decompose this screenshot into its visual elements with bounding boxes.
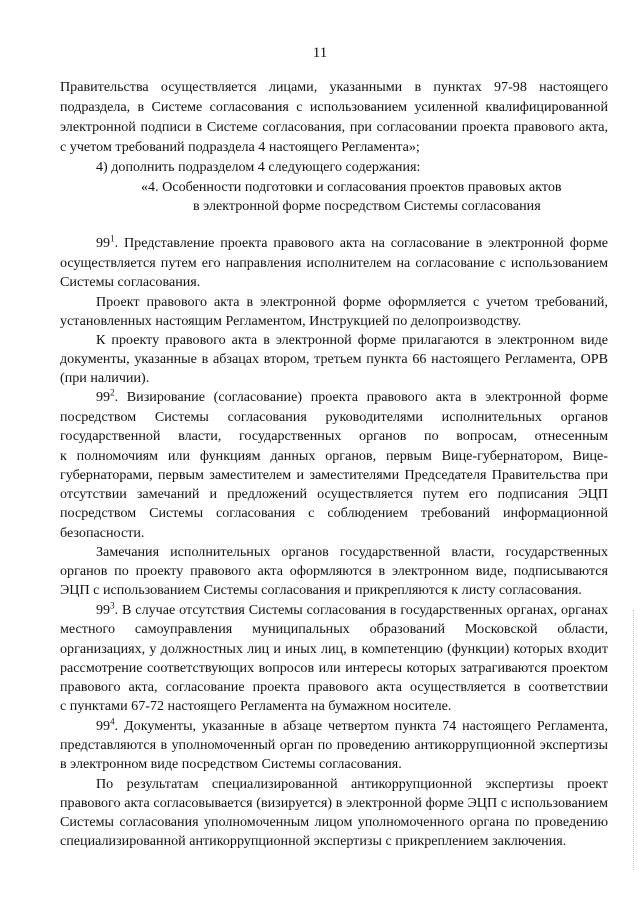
paragraph-start-line	[96, 717, 608, 736]
text-line: государственной власти, государственных органов по вопросам, отнесенным	[60, 428, 608, 444]
text-line: представляются в уполномоченный орган по проведению антикоррупционной экспертизы	[60, 737, 608, 753]
text-line: к полномочиям или функциям данных органов, первым Вице-губернатором, Вице-	[60, 448, 608, 464]
clause-number: 99	[96, 389, 111, 405]
text-line: 4) дополнить подразделом 4 следующего содержания:	[96, 159, 421, 175]
text-line: К проекту правового акта в электронной форме прилагаются в электронном виде	[96, 332, 608, 348]
text-line: губернаторами, первым заместителем и заместителями Председателя Правительства при	[60, 467, 608, 483]
text-fragment: . Визирование (согласование) проекта правового акта в электронной форме	[114, 389, 608, 405]
text-line: в электронном виде посредством Системы согласования.	[60, 756, 402, 772]
text-line: осуществляется путем его направления исполнителем на согласование с использованием	[60, 255, 608, 271]
section-heading: «4. Особенности подготовки и согласования проектов правовых актов	[141, 179, 562, 195]
clause-number: 99	[96, 235, 111, 251]
text-line: местного самоуправления муниципальных образований Московской области,	[60, 621, 608, 637]
section-heading: в электронной форме посредством Системы согласования	[193, 198, 541, 214]
text-line: Системы согласования уполномоченным лицом уполномоченного органа по проведению	[60, 814, 608, 830]
text-line: органов по проекту правового акта оформляются в электронном виде, подписываются	[60, 563, 608, 579]
text-line: с пунктами 67-72 настоящего Регламента на бумажном носителе.	[60, 698, 452, 714]
text-line: Замечания исполнительных органов государственной власти, государственных	[96, 544, 608, 560]
paragraph-start-line	[96, 601, 608, 620]
text-fragment: . Представление проекта правового акта на согласование в электронной форме	[114, 235, 608, 251]
text-fragment: . Документы, указанные в абзаце четвертом пункта 74 настоящего Регламента,	[114, 718, 608, 734]
text-line: Системы согласования.	[60, 274, 201, 290]
clause-superscript: 3	[110, 600, 115, 611]
clause-number: 99	[96, 602, 111, 618]
text-line: (при наличии).	[60, 370, 150, 386]
text-line: документы, указанные в абзацах втором, третьем пункта 66 настоящего Регламента, ОРВ	[60, 351, 608, 367]
text-line: По результатам специализированной антикоррупционной экспертизы проект	[96, 776, 608, 792]
paragraph-start-line	[96, 388, 608, 407]
text-line: посредством Системы согласования руководителями исполнительных органов	[60, 409, 608, 425]
text-fragment: . В случае отсутствия Системы согласования в государственных органах, органах	[114, 602, 608, 618]
clause-number: 99	[96, 718, 111, 734]
text-line: организациях, у должностных лиц и иных лиц, в компетенцию (функции) которых входит	[60, 641, 608, 657]
text-line: Правительства осуществляется лицами, указанными в пунктах 97-98 настоящего	[60, 79, 608, 95]
text-line: безопасности.	[60, 525, 145, 541]
text-line: Проект правового акта в электронной форме оформляется с учетом требований,	[96, 294, 608, 310]
paragraph-start-line	[96, 234, 608, 253]
text-line: посредством Системы согласования с соблюдением требований информационной	[60, 505, 608, 521]
text-line: правового акта согласовывается (визируется) в электронной форме ЭЦП с использованием	[60, 795, 608, 811]
text-line: подраздела, в Системе согласования с использованием усиленной квалифицированной	[60, 99, 608, 115]
text-line: рассмотрение соответствующих вопросов или интересы которых затрагиваются проектом	[60, 660, 608, 676]
text-line: электронной подписи в Системе согласования, при согласовании проекта правового акта,	[60, 119, 608, 135]
text-line: специализированной антикоррупционной экспертизы с прикреплением заключения.	[60, 833, 567, 849]
page-number: 11	[312, 45, 328, 61]
clause-superscript: 1	[110, 233, 115, 244]
text-line: правового акта, согласование проекта правового акта осуществляется в соответствии	[60, 679, 608, 695]
text-line: с учетом требований подраздела 4 настоящего Регламента»;	[60, 139, 420, 155]
text-line: установленных настоящим Регламентом, Инструкцией по делопроизводству.	[60, 313, 522, 329]
text-line: ЭЦП с использованием Системы согласования и прикрепляются к листу согласования.	[60, 582, 582, 598]
clause-superscript: 2	[110, 387, 115, 398]
text-line: отсутствии замечаний и предложений осуществляется путем его подписания ЭЦП	[60, 486, 608, 502]
scan-edge-mark	[633, 610, 636, 870]
clause-superscript: 4	[110, 716, 115, 727]
